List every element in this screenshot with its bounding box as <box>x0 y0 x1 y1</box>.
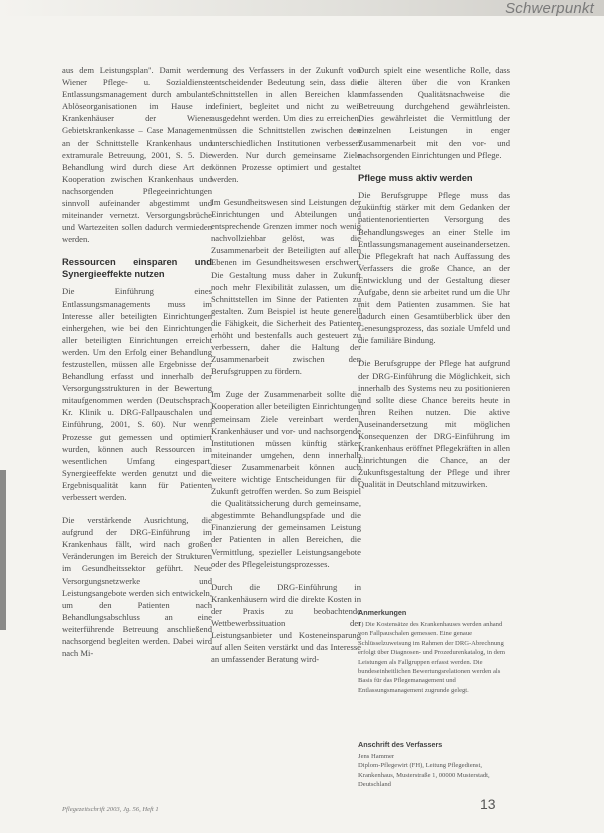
section-title: Schwerpunkt <box>505 0 594 17</box>
paragraph: Im Gesundheitswesen sind Leistungen der Einrichtungen und Abteilungen und entsprechende Grenzen immer noch wenig nachvollziehbar gelöst, was die Zusammenarbeit der Beteiligten auf allen Ebenen im Gesundheitswesen erschwert. Die Gestaltung muss daher in Zukunft noch mehr Flexibilität zulassen, um die Schnittstellen im Sinne der Patienten zu gestalten. Zum Beispiel ist heute generell die Fähigkeit, die Sicherheit des Patienten erhöht und bestenfalls auch gesteuert zu verbessern, daher die Haltung der Zusammenarbeit zwischen den Berufsgruppen zu fördern. <box>211 196 361 377</box>
page-number: 13 <box>480 796 496 812</box>
paragraph: Die Einführung eines Entlassungsmanagements muss im Interesse aller beteiligten Einrichtungen einhergehen, wie bei den Einrichtungen aller beteiligten Einrichtungen erreicht werden. Um den Erfolg einer Behandlung festzustellen, müssen alle Ergebnisse der Behandlung erfasst und innerhalb der Versorgungsstrukturen in der Bewertung mitaufgenommen werden (Deutschsprach. Kr. Klinik u. DRG-Fallpauschalen und Einführung, 2001, S. 60). Nur wenn Prozesse gut gemessen und optimiert wurden, können auch Ressourcen im wesentlichen Umfang eingespart, Synergieeffekte werden genutzt und die Ergebnisqualität kann für Patienten verbessert werden. <box>62 286 212 502</box>
paragraph: aus dem Leistungsplan". Damit werden Wiener Pflege- u. Sozialdienste Entlassungsmanagement durch ambulante Ablöseorganisationen im Hause in Krankenhäuser der Wiener Gebietskrankenkasse – Case Management an der Schnittstelle Krankenhaus und extramurale Betreuung, 2001, S. 5. Die Behandlung wird durch diese Art der Kooperation zwischen Krankenhaus und nachsorgenden Pflegeeinrichtungen sinnvoll aufeinander abgestimmt und miteinander vernetzt. Versorgungsbrüche und Wartezeiten sollen dadurch vermieden werden. <box>62 65 212 245</box>
footer-journal: Pflegezeitschrift 2003, Jg. 56, Heft 1 <box>62 806 159 813</box>
notes-block <box>358 608 510 695</box>
notes-title: Anmerkungen <box>358 608 407 617</box>
author-title: Anschrift des Verfassers <box>358 740 443 749</box>
column-3 <box>358 64 510 502</box>
column-1 <box>62 64 212 670</box>
paragraph: Durch spielt eine wesentliche Rolle, dass die älteren über die von Kranken umfassenden Qualitätsnachweise die Betreuung durchgehend gewährleisten. Dies gewährleistet die Vermittlung der einzelnen Leistungen in enger Zusammenarbeit mit den vor- und nachsorgenden Einrichtungen und Pflege. <box>358 65 510 160</box>
author-name: Jens Hammer <box>358 753 395 760</box>
paragraph: Die Berufsgruppe der Pflege hat aufgrund der DRG-Einführung die Möglichkeit, sich innerhalb des Systems neu zu positionieren und sollte diese Chance bereits heute in ihren Reihen nutzen. Die aktive Auseinandersetzung mit möglichen Konsequenzen der DRG-Einführung im Krankenhaus eröffnet Pflegekräften in allen Einrichtungen die Chance, an der Zukunftsgestaltung der Pflege und ihrer Qualität in Deutschland mitzuwirken. <box>358 358 510 490</box>
paragraph: Im Zuge der Zusammenarbeit sollte die Kooperation aller beteiligten Einrichtungen gemeinsam Ziele vereinbart werden, Krankenhäuser und vor- und nachsorgende Institutionen müssen künftig stärker miteinander umgehen, denn innerhalb dieser Zusammenarbeit können auch weitere wichtige Entscheidungen für die Zukunft getroffen werden. So zum Beispiel die Qualitätssicherung durch gemeinsame, abgestimmte Behandlungspfade und die Finanzierung der gemeinsamen Leistung der Patienten in allen Bereichen, die Vermittlung, spezieller Leistungsangebote oder des Pflegeleistungsprozesses. <box>211 389 361 569</box>
paragraph: nung des Verfassers in der Zukunft von entscheidender Bedeutung sein, dass die Schnittstellen in allen Bereichen klar definiert, begleitet und nicht zu weit ausgedehnt werden. Um dies zu erreichen, müssen die Schnittstellen zwischen den unterschiedlichen Institutionen verbessert werden. Nur durch gemeinsame Ziele können Prozesse optimiert und gestaltet werden. <box>211 65 361 184</box>
paragraph: Durch die DRG-Einführung in Krankenhäusern wird die direkte Kosten in der Praxis zu beobachtende Wettbewerbssituation der Leistungsanbieter und Kosteneinsparung auf allen Seiten verstärkt und das Interesse an umfassender Beratung wird- <box>211 581 361 665</box>
subheading: Ressourcen einsparen und Synergieeffekte nutzen <box>62 256 212 279</box>
notes-text: 1) Die Kostensätze des Krankenhauses werden anhand von Fallpauschalen gemessen. Eine genaue Schlüsselzuweisung im Rahmen der DRG-Abrechnung erfolgt über Diagnosen- und Prozedurenkatalog, in dem Leistungen als Fallgruppen erfasst werden. Die bundeseinheitlichen Bewertungsrelationen werden als Basis für das Pflegemanagement und Entlassungsmanagement zugrunde gelegt. <box>358 621 506 694</box>
subheading: Pflege muss aktiv werden <box>358 171 473 183</box>
column-2 <box>211 64 361 676</box>
author-block <box>358 740 510 790</box>
side-bar-decoration <box>0 470 6 630</box>
paragraph: Die Berufsgruppe Pflege muss das zukünftig stärker mit dem Gedanken der patientenorientierten Versorgung des Behandlungsweges an einer Stelle im Entlassungsmanagement auseinandersetzen. Die Pflegekraft hat nach Auffassung des Verfassers die große Chance, an der Entwicklung und der Gestaltung dieser Aufgabe, denn sie arbeitet rund um die Uhr mit dem Patienten zusammen. Sie hat dadurch einen Gesamtüberblick über den Genesungsprozess, das soziale Umfeld und die familiäre Bindung. <box>358 190 510 346</box>
author-address: Diplom-Pflegewirt (FH), Leitung Pflegedienst, Krankenhaus, Musterstraße 1, 00000 Musterstadt, Deutschland <box>358 762 490 789</box>
paragraph: Die verstärkende Ausrichtung, die aufgrund der DRG-Einführung im Krankenhaus fällt, wird nach großen Veränderungen im Bereich der Strukturen im Gesundheitssektor geführt. Neue Versorgungsnetzwerke und Leistungsangebote werden sich entwickeln, um den Patienten nach Behandlungsabschluss an eine weiterführende Betreuung anschließend nachsorgend begleiten werden. Dabei wird nach Mi- <box>62 515 212 659</box>
